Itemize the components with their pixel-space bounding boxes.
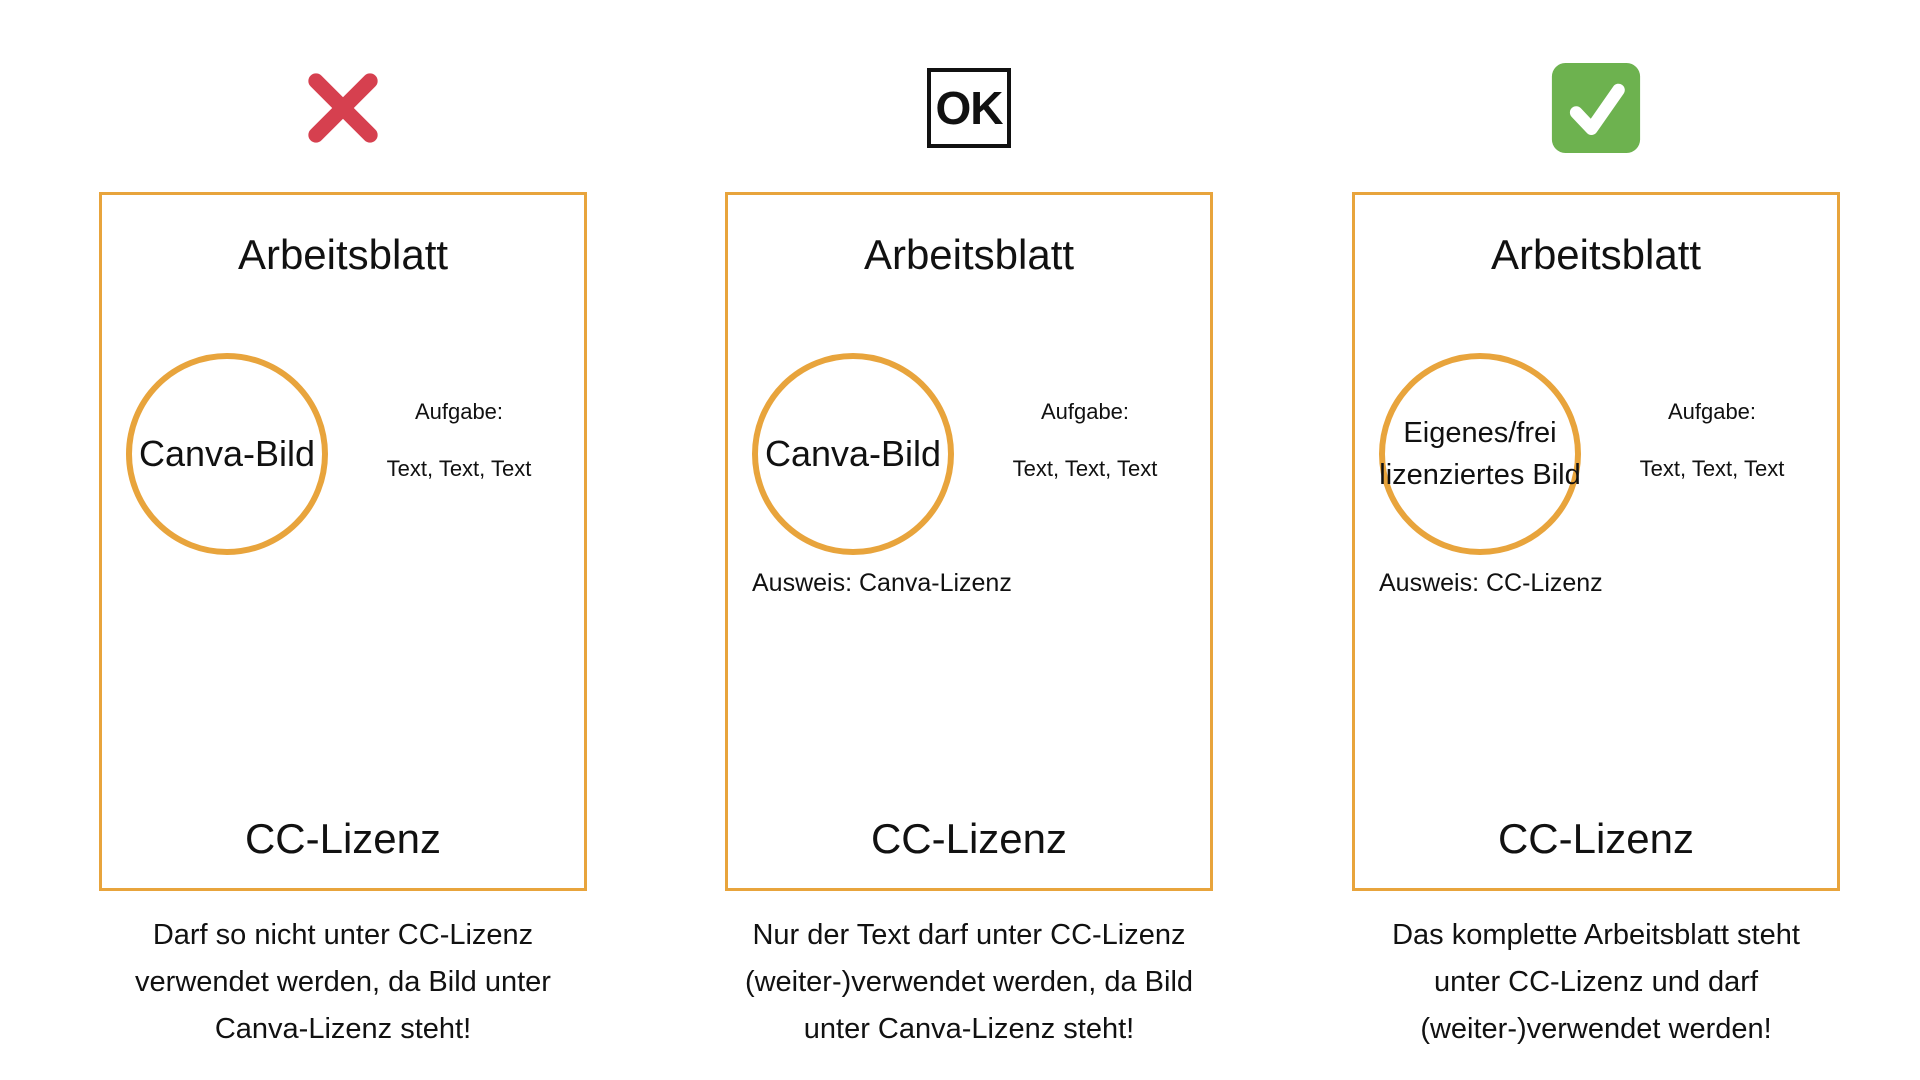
license-note: Ausweis: Canva-Lizenz — [752, 569, 1012, 597]
worksheet-card — [725, 192, 1213, 891]
caption-line: Nur der Text darf unter CC-Lizenz — [752, 919, 1186, 951]
task-text: Text, Text, Text — [386, 456, 532, 481]
task-block — [980, 399, 1190, 482]
cross-icon — [298, 63, 388, 153]
caption-line: Darf so nicht unter CC-Lizenz — [152, 919, 534, 951]
image-placeholder-label: lizenziertes Bild — [1379, 459, 1581, 491]
task-label: Aufgabe: — [414, 399, 504, 424]
task-block — [354, 399, 564, 482]
image-placeholder-circle — [126, 353, 328, 555]
worksheet-title: Arbeitsblatt — [863, 231, 1075, 278]
caption — [705, 912, 1233, 1053]
worksheet-footer-license: CC-Lizenz — [870, 815, 1068, 862]
worksheet-card — [99, 192, 587, 891]
caption-line: Canva-Lizenz steht! — [214, 1013, 472, 1045]
caption-line: verwendet werden, da Bild unter — [135, 966, 551, 998]
verdict-symbol-row — [1352, 60, 1840, 156]
task-text: Text, Text, Text — [1012, 456, 1158, 481]
caption-line: (weiter-)verwendet werden, da Bild — [744, 966, 1194, 998]
image-placeholder-label: Canva-Bild — [764, 433, 942, 474]
image-placeholder-label: Eigenes/frei — [1403, 417, 1557, 449]
task-label: Aufgabe: — [1667, 399, 1757, 424]
worksheet-footer-license: CC-Lizenz — [1497, 815, 1695, 862]
column-allowed — [1352, 0, 1840, 1080]
caption — [79, 912, 607, 1053]
verdict-symbol-row — [99, 60, 587, 156]
worksheet-footer-license: CC-Lizenz — [244, 815, 442, 862]
caption-line: unter CC-Lizenz und darf — [1434, 966, 1758, 998]
worksheet-title: Arbeitsblatt — [237, 231, 449, 278]
image-placeholder-label: Canva-Bild — [138, 433, 316, 474]
caption — [1332, 912, 1860, 1053]
caption-line: unter Canva-Lizenz steht! — [803, 1013, 1135, 1045]
check-icon — [1551, 62, 1641, 154]
task-label: Aufgabe: — [1040, 399, 1130, 424]
verdict-symbol-row — [725, 60, 1213, 156]
worksheet-card — [1352, 192, 1840, 891]
worksheet-title: Arbeitsblatt — [1490, 231, 1702, 278]
license-note: Ausweis: CC-Lizenz — [1379, 569, 1603, 597]
column-not-allowed — [99, 0, 587, 1080]
caption-line: (weiter-)verwendet werden! — [1420, 1013, 1772, 1045]
task-text: Text, Text, Text — [1639, 456, 1785, 481]
caption-line: Das komplette Arbeitsblatt steht — [1392, 919, 1800, 951]
task-block — [1607, 399, 1817, 482]
ok-badge: OK — [927, 68, 1011, 148]
column-partially-ok — [725, 0, 1213, 1080]
image-placeholder-circle — [752, 353, 954, 555]
image-placeholder-circle — [1379, 353, 1581, 555]
